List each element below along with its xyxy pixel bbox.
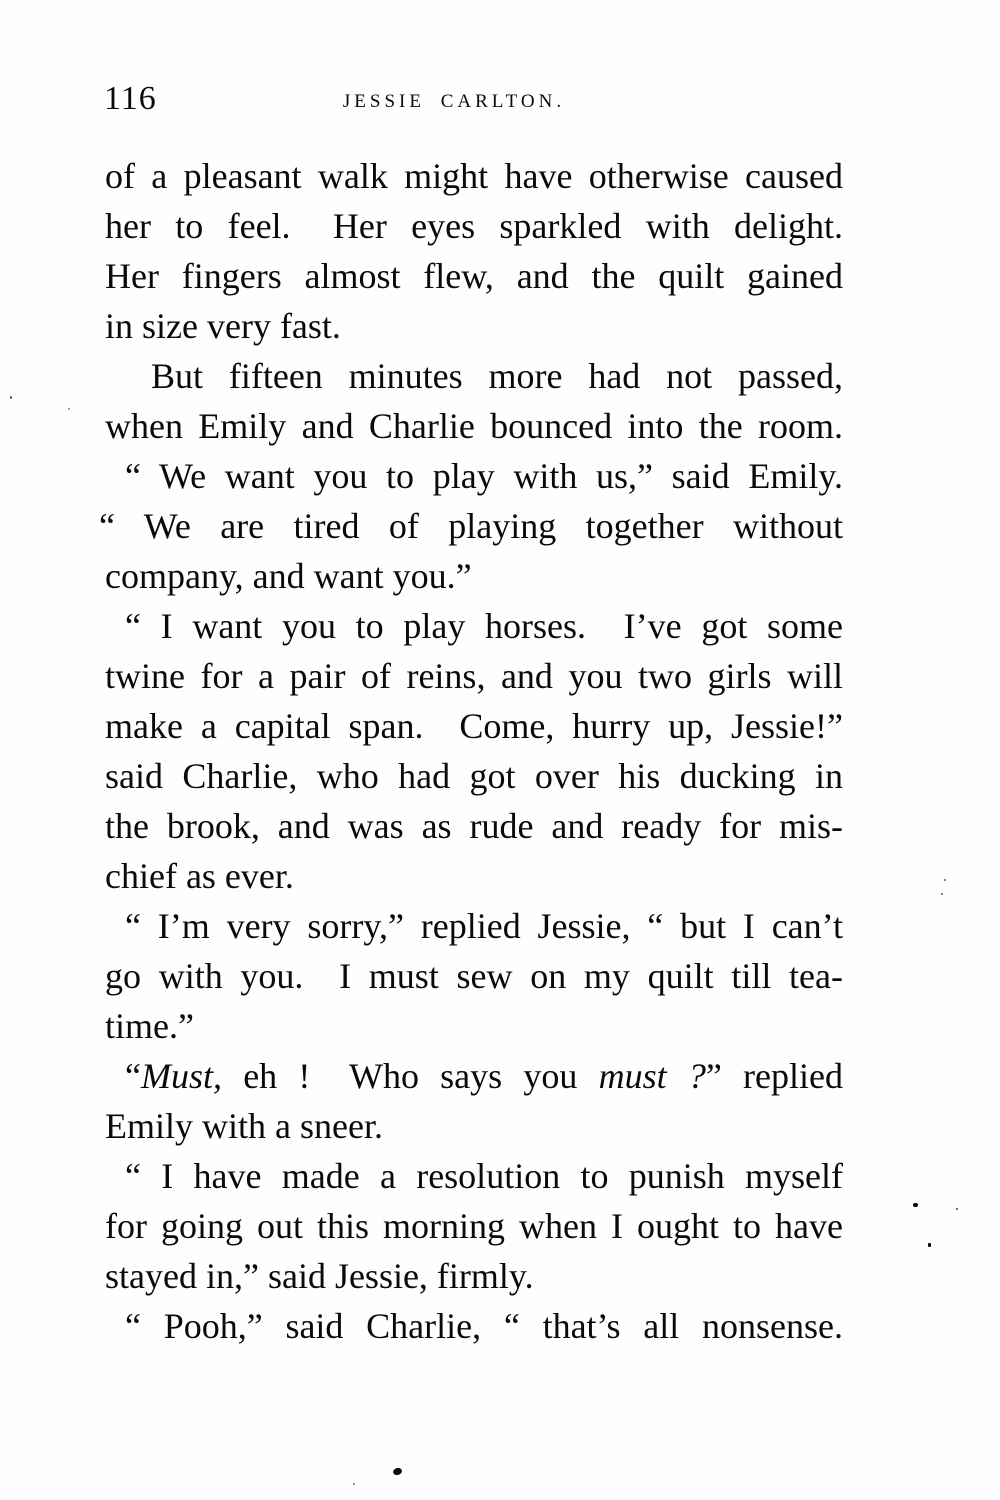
text-line (105, 551, 843, 601)
page-number: 116 (104, 80, 157, 117)
text-segment: eh ! Who says you (221, 1056, 599, 1096)
text-line (99, 501, 843, 551)
text-line (105, 951, 843, 1001)
text-line (105, 401, 843, 451)
text-segment: But fifteen minutes more had not passed, (151, 356, 843, 396)
ink-speck (941, 893, 943, 895)
text-segment: “ We want you to play with us,” said Emily. (125, 456, 843, 496)
text-segment: when Emily and Charlie bounced into the room. (105, 406, 843, 446)
text-segment: ” replied (705, 1056, 843, 1096)
text-segment: for going out this morning when I ought to have (105, 1206, 843, 1246)
text-line (105, 1151, 843, 1201)
text-segment: chief as ever. (105, 856, 294, 896)
text-segment: of a pleasant walk might have otherwise caused (105, 156, 843, 196)
text-segment: “ I’m very sorry,” replied Jessie, “ but I can’t (125, 906, 843, 946)
text-line (105, 1101, 843, 1151)
text-segment: “ I have made a resolution to punish myself (125, 1156, 843, 1196)
running-header: JESSIE CARLTON. (342, 91, 566, 112)
ink-speck (956, 1208, 958, 1210)
ink-speck (928, 1243, 931, 1247)
text-line (105, 901, 843, 951)
text-line (105, 1301, 843, 1351)
text-segment: her to feel. Her eyes sparkled with delight. (105, 206, 843, 246)
text-segment: make a capital span. Come, hurry up, Jessie!” (105, 706, 843, 746)
text-line (105, 751, 843, 801)
text-line (105, 1051, 843, 1101)
text-segment: stayed in,” said Jessie, firmly. (105, 1256, 534, 1296)
ink-speck (10, 396, 12, 399)
text-segment: time.” (105, 1006, 194, 1046)
italic-text-segment: must ? (598, 1056, 706, 1096)
text-line (105, 151, 843, 201)
text-line (105, 801, 843, 851)
ink-speck (944, 879, 946, 881)
text-segment: company, and want you.” (105, 556, 472, 596)
text-line (105, 351, 843, 401)
ink-speck (392, 1467, 403, 1477)
text-line (105, 201, 843, 251)
text-block (99, 151, 843, 1351)
text-line (105, 1001, 843, 1051)
text-line (105, 701, 843, 751)
text-line (105, 251, 843, 301)
text-line (105, 1201, 843, 1251)
text-segment: twine for a pair of reins, and you two girls will (105, 656, 843, 696)
text-line (105, 601, 843, 651)
text-segment: “ I want you to play horses. I’ve got some (125, 606, 843, 646)
text-segment: “ Pooh,” said Charlie, “ that’s all nonsense. (125, 1306, 843, 1346)
text-segment: go with you. I must sew on my quilt till tea- (105, 956, 843, 996)
text-segment: Emily with a sneer. (105, 1106, 383, 1146)
text-line (105, 451, 843, 501)
text-segment: “ We are tired of playing together without (99, 506, 843, 546)
ink-speck (353, 1483, 355, 1485)
ink-speck (913, 1203, 918, 1207)
ink-speck (68, 408, 70, 410)
text-line (105, 651, 843, 701)
text-segment: “ (125, 1056, 141, 1096)
text-line (105, 301, 843, 351)
italic-text-segment: Must, (140, 1056, 222, 1096)
text-segment: Her fingers almost flew, and the quilt gained (105, 256, 843, 296)
text-segment: in size very fast. (105, 306, 341, 346)
text-line (105, 1251, 843, 1301)
text-segment: the brook, and was as rude and ready for mis- (105, 806, 843, 846)
text-segment: said Charlie, who had got over his ducking in (105, 756, 843, 796)
text-line (105, 851, 843, 901)
